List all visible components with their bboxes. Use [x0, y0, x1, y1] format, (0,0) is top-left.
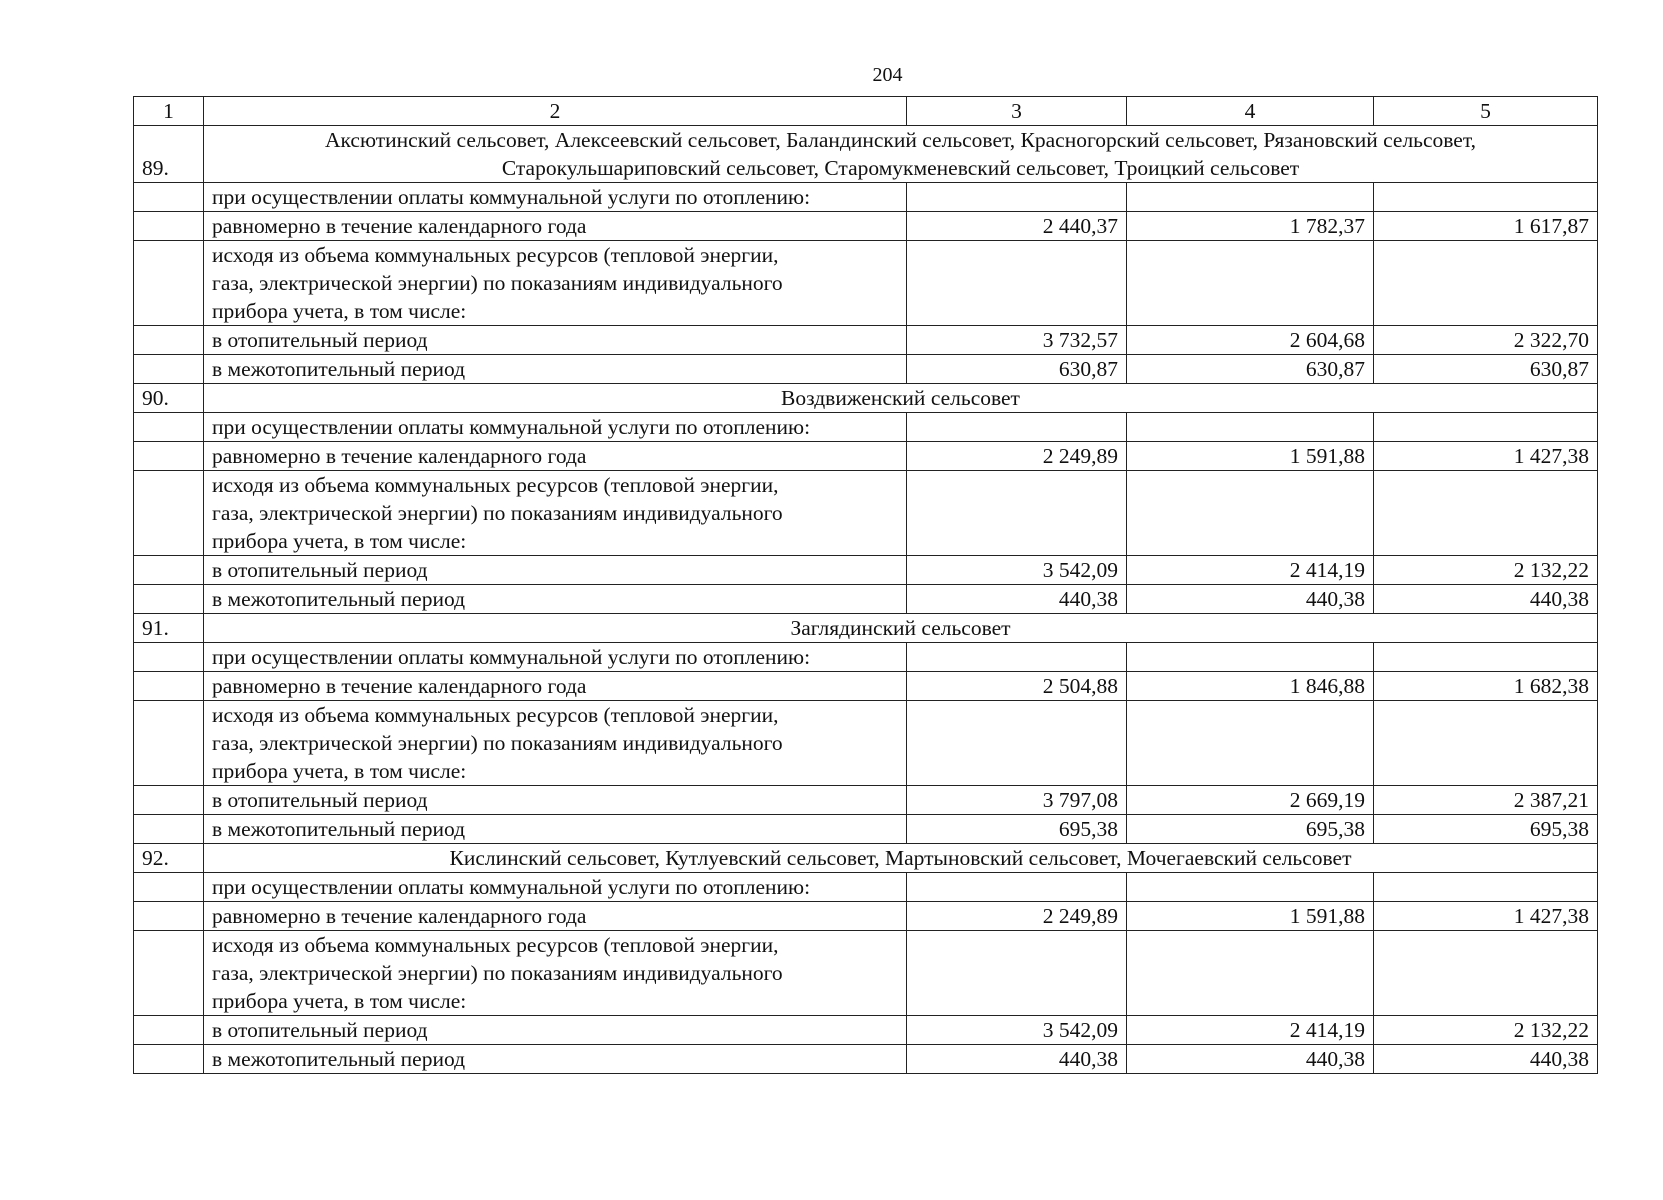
- empty-number-cell: [134, 471, 204, 556]
- table-row: [134, 902, 1598, 931]
- value-column-4: 1 846,88: [1127, 672, 1374, 701]
- column-number-1: 1: [134, 97, 204, 126]
- column-number-row: [134, 97, 1598, 126]
- row-description: [204, 873, 907, 902]
- column-number-3: 3: [907, 97, 1127, 126]
- value-column-3: 3 542,09: [907, 556, 1127, 585]
- group-title: [204, 384, 1598, 413]
- row-description-line: исходя из объема коммунальных ресурсов (тепловой энергии,: [212, 473, 779, 497]
- value-column-5: [1374, 931, 1598, 1016]
- table-row: [134, 815, 1598, 844]
- empty-number-cell: [134, 442, 204, 471]
- row-description-line: исходя из объема коммунальных ресурсов (тепловой энергии,: [212, 243, 779, 267]
- group-header-row: [134, 126, 1598, 183]
- value-column-5: 2 322,70: [1374, 326, 1598, 355]
- value-column-5: 2 387,21: [1374, 786, 1598, 815]
- value-column-4: [1127, 471, 1374, 556]
- value-column-4: 440,38: [1127, 1045, 1374, 1074]
- row-description-line: газа, электрической энергии) по показаниям индивидуального: [212, 271, 783, 295]
- table-row: [134, 1045, 1598, 1074]
- row-description: [204, 1045, 907, 1074]
- page-number: 204: [872, 64, 903, 86]
- group-header-row: [134, 384, 1598, 413]
- value-column-4: 2 414,19: [1127, 556, 1374, 585]
- value-column-4: [1127, 643, 1374, 672]
- row-description: [204, 442, 907, 471]
- row-description-line: в межотопительный период: [212, 817, 466, 841]
- value-column-5: [1374, 183, 1598, 212]
- row-description-line: в отопительный период: [212, 788, 428, 812]
- column-number-5: 5: [1374, 97, 1598, 126]
- empty-number-cell: [134, 931, 204, 1016]
- group-header-row: [134, 844, 1598, 873]
- row-description-line: в межотопительный период: [212, 587, 466, 611]
- row-description-line: прибора учета, в том числе:: [212, 529, 467, 553]
- value-column-5: [1374, 873, 1598, 902]
- value-column-4: 2 604,68: [1127, 326, 1374, 355]
- row-description: [204, 1016, 907, 1045]
- table-row: [134, 556, 1598, 585]
- value-column-5: 1 427,38: [1374, 442, 1598, 471]
- row-description-line: равномерно в течение календарного года: [212, 904, 587, 928]
- table-row: [134, 212, 1598, 241]
- value-column-3: 2 249,89: [907, 442, 1127, 471]
- value-column-5: 440,38: [1374, 585, 1598, 614]
- value-column-4: 1 591,88: [1127, 902, 1374, 931]
- value-column-4: [1127, 931, 1374, 1016]
- value-column-3: 630,87: [907, 355, 1127, 384]
- value-column-3: [907, 471, 1127, 556]
- table-row: [134, 643, 1598, 672]
- value-column-4: 695,38: [1127, 815, 1374, 844]
- row-description: [204, 556, 907, 585]
- value-column-3: [907, 183, 1127, 212]
- table-row: [134, 355, 1598, 384]
- tariff-table: [133, 96, 1598, 1074]
- empty-number-cell: [134, 355, 204, 384]
- empty-number-cell: [134, 701, 204, 786]
- empty-number-cell: [134, 183, 204, 212]
- row-description-line: прибора учета, в том числе:: [212, 759, 467, 783]
- row-description: [204, 183, 907, 212]
- table-row: [134, 1016, 1598, 1045]
- empty-number-cell: [134, 815, 204, 844]
- row-description: [204, 701, 907, 786]
- table-row: [134, 672, 1598, 701]
- group-title-line: Заглядинский сельсовет: [790, 616, 1011, 640]
- group-number: 92.: [134, 844, 204, 873]
- value-column-4: 2 414,19: [1127, 1016, 1374, 1045]
- column-number-2: 2: [204, 97, 907, 126]
- value-column-3: [907, 701, 1127, 786]
- row-description-line: при осуществлении оплаты коммунальной услуги по отоплению:: [212, 185, 811, 209]
- value-column-5: [1374, 643, 1598, 672]
- empty-number-cell: [134, 212, 204, 241]
- row-description: [204, 931, 907, 1016]
- value-column-3: 2 440,37: [907, 212, 1127, 241]
- row-description-line: равномерно в течение календарного года: [212, 674, 587, 698]
- value-column-3: 3 797,08: [907, 786, 1127, 815]
- row-description-line: исходя из объема коммунальных ресурсов (тепловой энергии,: [212, 703, 779, 727]
- group-number: 91.: [134, 614, 204, 643]
- group-number: 89.: [134, 126, 204, 183]
- value-column-4: 630,87: [1127, 355, 1374, 384]
- value-column-3: 3 542,09: [907, 1016, 1127, 1045]
- value-column-4: 1 591,88: [1127, 442, 1374, 471]
- row-description: [204, 326, 907, 355]
- table-row: [134, 413, 1598, 442]
- table-row: [134, 786, 1598, 815]
- row-description-line: в отопительный период: [212, 328, 428, 352]
- row-description-line: газа, электрической энергии) по показаниям индивидуального: [212, 731, 783, 755]
- value-column-4: 440,38: [1127, 585, 1374, 614]
- value-column-4: [1127, 241, 1374, 326]
- empty-number-cell: [134, 1016, 204, 1045]
- table-row: [134, 471, 1598, 556]
- value-column-5: [1374, 413, 1598, 442]
- value-column-3: [907, 931, 1127, 1016]
- empty-number-cell: [134, 1045, 204, 1074]
- value-column-3: [907, 241, 1127, 326]
- row-description-line: в межотопительный период: [212, 357, 466, 381]
- row-description: [204, 786, 907, 815]
- table-row: [134, 873, 1598, 902]
- value-column-3: 695,38: [907, 815, 1127, 844]
- table-row: [134, 585, 1598, 614]
- row-description-line: газа, электрической энергии) по показаниям индивидуального: [212, 961, 783, 985]
- table-row: [134, 326, 1598, 355]
- empty-number-cell: [134, 585, 204, 614]
- value-column-5: 2 132,22: [1374, 1016, 1598, 1045]
- row-description-line: исходя из объема коммунальных ресурсов (тепловой энергии,: [212, 933, 779, 957]
- value-column-5: 2 132,22: [1374, 556, 1598, 585]
- row-description-line: в межотопительный период: [212, 1047, 466, 1071]
- row-description-line: газа, электрической энергии) по показаниям индивидуального: [212, 501, 783, 525]
- group-title-line: Старокульшариповский сельсовет, Старомукменевский сельсовет, Троицкий сельсовет: [501, 156, 1300, 180]
- group-title-line: Кислинский сельсовет, Кутлуевский сельсовет, Мартыновский сельсовет, Мочегаевский сельсовет: [449, 846, 1352, 870]
- value-column-4: 2 669,19: [1127, 786, 1374, 815]
- row-description-line: равномерно в течение календарного года: [212, 214, 587, 238]
- value-column-3: [907, 873, 1127, 902]
- group-number: 90.: [134, 384, 204, 413]
- group-header-row: [134, 614, 1598, 643]
- group-title: [204, 126, 1598, 183]
- group-title: [204, 844, 1598, 873]
- table-row: [134, 183, 1598, 212]
- row-description-line: при осуществлении оплаты коммунальной услуги по отоплению:: [212, 875, 811, 899]
- value-column-3: 2 249,89: [907, 902, 1127, 931]
- group-title-line: Воздвиженский сельсовет: [781, 386, 1020, 410]
- value-column-3: 440,38: [907, 1045, 1127, 1074]
- row-description-line: в отопительный период: [212, 558, 428, 582]
- value-column-3: 440,38: [907, 585, 1127, 614]
- value-column-5: 630,87: [1374, 355, 1598, 384]
- value-column-4: [1127, 183, 1374, 212]
- value-column-5: [1374, 241, 1598, 326]
- row-description-line: при осуществлении оплаты коммунальной услуги по отоплению:: [212, 415, 811, 439]
- table-row: [134, 701, 1598, 786]
- value-column-4: [1127, 413, 1374, 442]
- row-description-line: при осуществлении оплаты коммунальной услуги по отоплению:: [212, 645, 811, 669]
- empty-number-cell: [134, 556, 204, 585]
- empty-number-cell: [134, 873, 204, 902]
- group-title-line: Аксютинский сельсовет, Алексеевский сельсовет, Баландинский сельсовет, Красногорский сельсовет, Рязановский сельсовет,: [324, 128, 1477, 152]
- table-row: [134, 931, 1598, 1016]
- row-description: [204, 212, 907, 241]
- table-row: [134, 241, 1598, 326]
- empty-number-cell: [134, 672, 204, 701]
- empty-number-cell: [134, 786, 204, 815]
- table-row: [134, 442, 1598, 471]
- row-description: [204, 643, 907, 672]
- row-description: [204, 471, 907, 556]
- empty-number-cell: [134, 241, 204, 326]
- group-title: [204, 614, 1598, 643]
- empty-number-cell: [134, 326, 204, 355]
- value-column-3: 2 504,88: [907, 672, 1127, 701]
- empty-number-cell: [134, 902, 204, 931]
- row-description: [204, 241, 907, 326]
- column-number-4: 4: [1127, 97, 1374, 126]
- value-column-4: 1 782,37: [1127, 212, 1374, 241]
- empty-number-cell: [134, 643, 204, 672]
- value-column-5: [1374, 701, 1598, 786]
- row-description: [204, 672, 907, 701]
- value-column-5: 1 682,38: [1374, 672, 1598, 701]
- row-description-line: прибора учета, в том числе:: [212, 299, 467, 323]
- row-description-line: равномерно в течение календарного года: [212, 444, 587, 468]
- row-description-line: прибора учета, в том числе:: [212, 989, 467, 1013]
- row-description: [204, 585, 907, 614]
- row-description: [204, 413, 907, 442]
- value-column-3: 3 732,57: [907, 326, 1127, 355]
- row-description: [204, 355, 907, 384]
- value-column-5: 1 427,38: [1374, 902, 1598, 931]
- value-column-4: [1127, 701, 1374, 786]
- value-column-5: 440,38: [1374, 1045, 1598, 1074]
- row-description: [204, 902, 907, 931]
- value-column-3: [907, 413, 1127, 442]
- value-column-3: [907, 643, 1127, 672]
- value-column-5: 1 617,87: [1374, 212, 1598, 241]
- empty-number-cell: [134, 413, 204, 442]
- row-description: [204, 815, 907, 844]
- value-column-5: 695,38: [1374, 815, 1598, 844]
- value-column-4: [1127, 873, 1374, 902]
- value-column-5: [1374, 471, 1598, 556]
- row-description-line: в отопительный период: [212, 1018, 428, 1042]
